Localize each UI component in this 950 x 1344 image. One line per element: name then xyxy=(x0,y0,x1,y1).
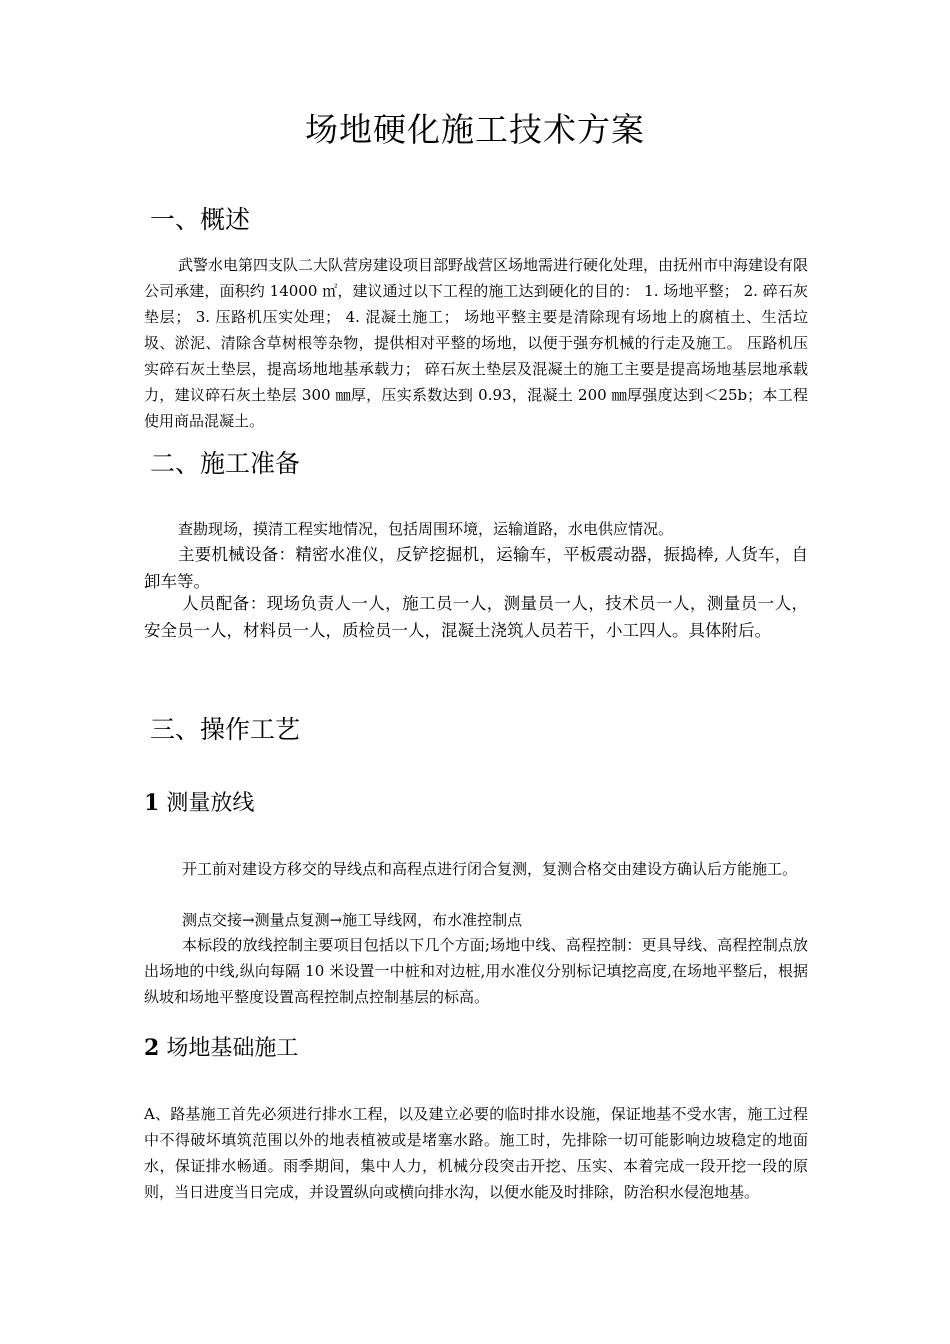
document-title: 场地硬化施工技术方案 xyxy=(305,110,645,149)
preparation-site-survey: 查勘现场，摸清工程实地情况，包括周围环境，运输道路，水电供应情况。 xyxy=(178,520,674,538)
survey-paragraph-1: 开工前对建设方移交的导线点和高程点进行闭合复测，复测合格交由建设方确认后方能施工。 xyxy=(182,860,798,878)
subsection-number: 1 xyxy=(144,790,160,816)
subsection-number: 2 xyxy=(144,1035,160,1061)
section-heading-overview: 一、概述 xyxy=(150,205,251,234)
subsection-title: 场地基础施工 xyxy=(166,1036,299,1061)
survey-paragraph-2: 测点交接→测量点复测→施工导线网，布水准控制点 xyxy=(182,911,523,929)
subsection-title: 测量放线 xyxy=(166,791,255,816)
subsection-heading-foundation xyxy=(144,1033,298,1064)
foundation-paragraph: A、路基施工首先必须进行排水工程，以及建立必要的临时排水设施，保证地基不受水害，施工过程中不得破坏填筑范围以外的地表植被或是堵塞水路。施工时，先排除一切可能影响边坡稳定的地面水，保证排水畅通。雨季期间，集中人力，机械分段突击开挖、压实、本着完成一段开挖一段的原则，当日进度当日完成，并设置纵向或横向排水沟，以便水能及时排除，防治积水侵泡地基。 xyxy=(144,1105,808,1201)
section-heading-process: 三、操作工艺 xyxy=(150,715,301,744)
section-heading-preparation: 二、施工准备 xyxy=(150,449,301,478)
preparation-equipment: 主要机械设备：精密水准仪，反铲挖掘机，运输车，平板震动器，振捣棒, 人货车，自卸车等。 xyxy=(144,545,808,591)
subsection-heading-survey xyxy=(144,788,254,819)
survey-paragraph-3: 本标段的放线控制主要项目包括以下几个方面;场地中线、高程控制：更具导线、高程控制点放出场地的中线,纵向每隔 10 米设置一中桩和对边桩,用水准仪分别标记填挖高度,在场地平整后，根据纵坡和场地平整度设置高程控制点控制基层的标高。 xyxy=(144,936,808,1006)
overview-paragraph: 武警水电第四支队二大队营房建设项目部野战营区场地需进行硬化处理，由抚州市中海建设有限公司承建，面积约 14000 ㎡，建议通过以下工程的施工达到硬化的目的： 1. 场地平整； 2. 碎石灰垫层； 3. 压路机压实处理； 4. 混凝土施工； 场地平整主要是清除现有场地上的腐植土、生活垃圾、淤泥、清除含草树根等杂物，提供相对平整的场地，以便于强夯机械的行走及施工。 压路机压实碎石灰土垫层，提高场地地基承载力； 碎石灰土垫层及混凝土的施工主要是提高场地基层地承载力，建议碎石灰土垫层 300 ㎜厚，压实系数达到 0.93，混凝土 200 ㎜厚强度达到＜25b；本工程使用商品混凝土。 xyxy=(144,256,809,430)
preparation-staffing: 人员配备：现场负责人一人，施工员一人，测量员一人，技术员一人，测量员一人，安全员一人，材料员一人，质检员一人，混凝土浇筑人员若干，小工四人。具体附后。 xyxy=(144,594,808,640)
